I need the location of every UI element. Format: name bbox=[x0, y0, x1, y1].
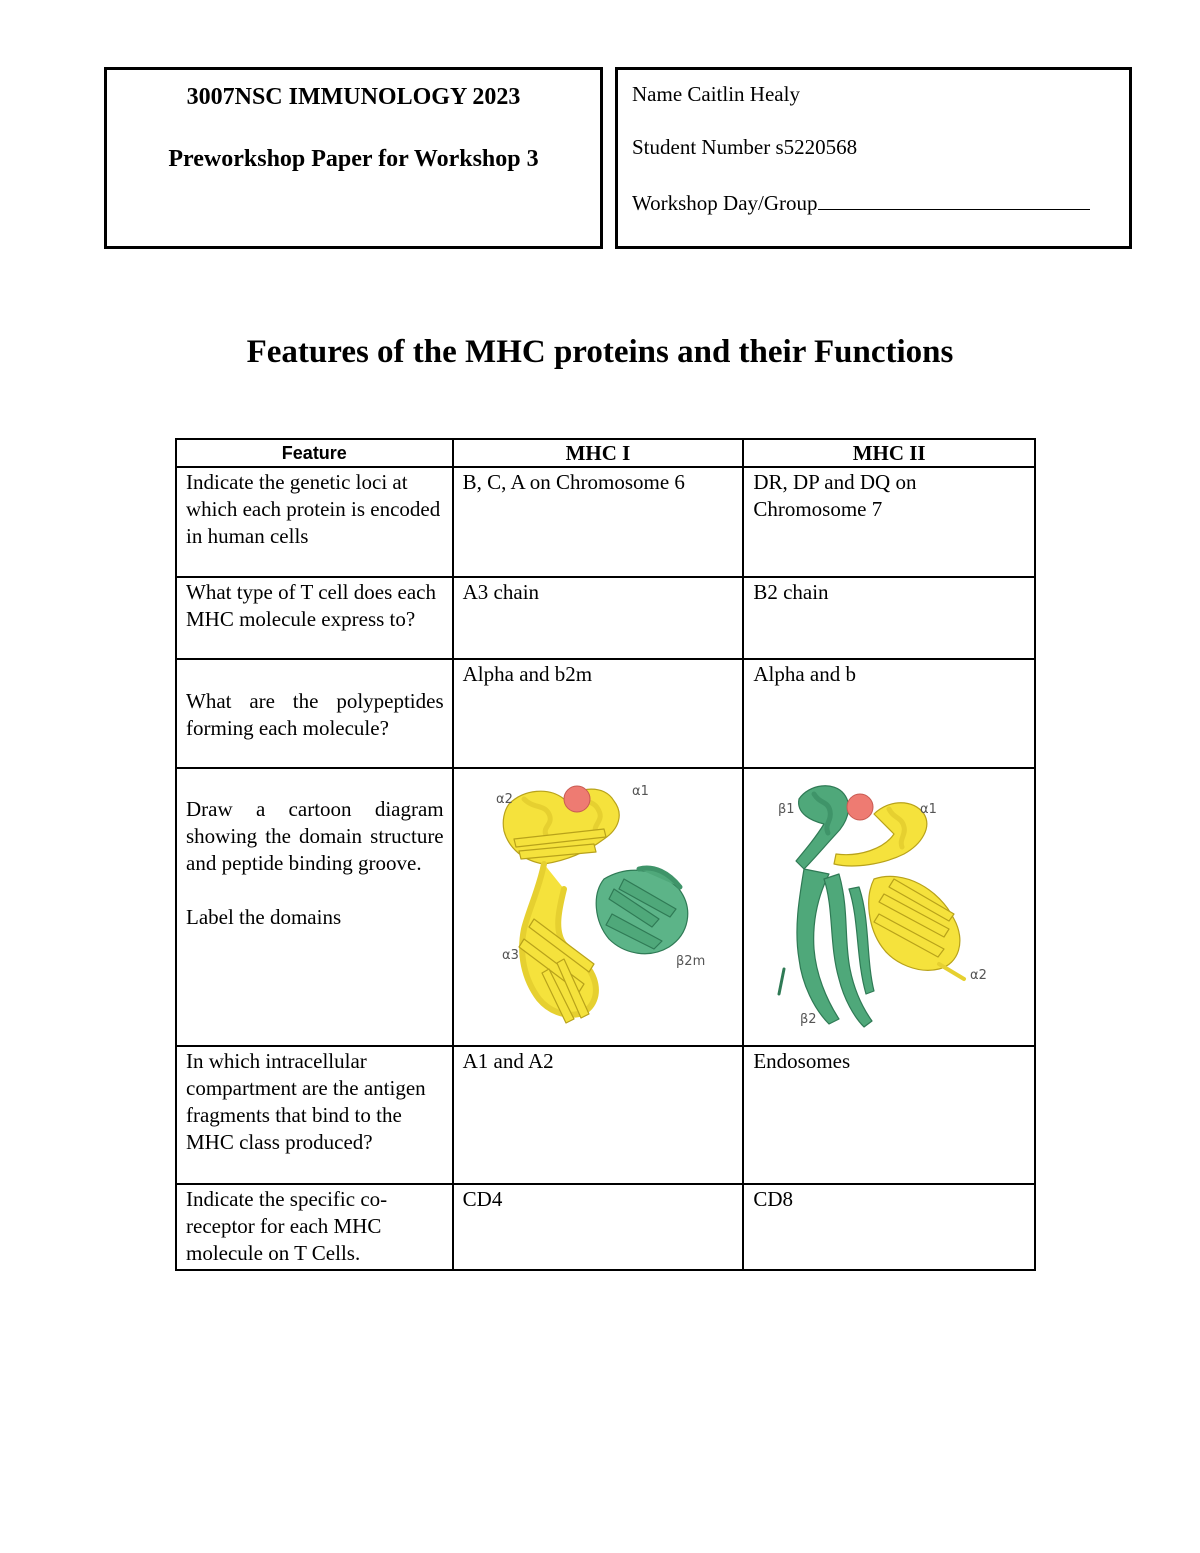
student-info-box bbox=[615, 67, 1132, 249]
mhc1-diagram-cell bbox=[453, 768, 744, 1046]
student-number: Student Number s5220568 bbox=[632, 135, 858, 159]
table-row bbox=[176, 1184, 1035, 1270]
label-beta2m: β2m bbox=[675, 954, 705, 969]
label-alpha1: α1 bbox=[920, 802, 938, 817]
mhc2-cell: B2 chain bbox=[743, 577, 1035, 659]
label-alpha1: α1 bbox=[631, 784, 649, 799]
feature-cell: In which intracellular compartment are the antigen fragments that bind to the MHC class produced? bbox=[176, 1046, 453, 1184]
mhc2-peptide bbox=[847, 794, 873, 820]
paper-title: Preworkshop Paper for Workshop 3 bbox=[168, 146, 539, 172]
mhc2-structure-image bbox=[744, 769, 1033, 1045]
mhc2-beta-chain bbox=[779, 786, 874, 1027]
mhc1-structure-image bbox=[454, 769, 742, 1045]
mhc2-cell: CD8 bbox=[743, 1184, 1035, 1270]
course-info-box bbox=[104, 67, 603, 249]
table-row bbox=[176, 1046, 1035, 1184]
workshop-group-label: Workshop Day/Group bbox=[632, 191, 818, 215]
label-beta2: β2 bbox=[800, 1012, 817, 1027]
header-feature: Feature bbox=[176, 439, 453, 467]
mhc2-diagram-cell bbox=[743, 768, 1035, 1046]
workshop-group-blank bbox=[818, 189, 1090, 210]
table-header-row bbox=[176, 439, 1035, 467]
page-title: Features of the MHC proteins and their Functions bbox=[246, 334, 954, 370]
mhc1-cell: A3 chain bbox=[453, 577, 744, 659]
diagram-label-note: Label the domains bbox=[186, 905, 342, 929]
label-beta1: β1 bbox=[778, 802, 795, 817]
label-alpha2: α2 bbox=[495, 792, 513, 807]
mhc-features-table bbox=[175, 438, 1036, 1271]
mhc1-cell: CD4 bbox=[453, 1184, 744, 1270]
mhc1-cell: Alpha and b2m bbox=[453, 659, 744, 768]
feature-cell: What type of T cell does each MHC molecule express to? bbox=[176, 577, 453, 659]
mhc1-cell: A1 and A2 bbox=[453, 1046, 744, 1184]
table-row bbox=[176, 467, 1035, 577]
table-row bbox=[176, 577, 1035, 659]
mhc1-cell: B, C, A on Chromosome 6 bbox=[453, 467, 744, 577]
course-title: 3007NSC IMMUNOLOGY 2023 bbox=[186, 84, 521, 110]
mhc1-beta2m-domain bbox=[596, 868, 688, 954]
table-row bbox=[176, 659, 1035, 768]
label-alpha2: α2 bbox=[970, 968, 988, 983]
workshop-group-field bbox=[632, 189, 1090, 216]
feature-cell: Indicate the genetic loci at which each protein is encoded in human cells bbox=[176, 467, 453, 577]
mhc1-peptide bbox=[564, 786, 590, 812]
header-mhc2: MHC II bbox=[743, 439, 1035, 467]
diagram-instruction: Draw a cartoon diagram showing the domain structure and peptide binding groove. bbox=[186, 797, 444, 875]
feature-cell: Indicate the specific co-receptor for each MHC molecule on T Cells. bbox=[176, 1184, 453, 1270]
header-mhc1: MHC I bbox=[453, 439, 744, 467]
mhc2-cell: DR, DP and DQ on Chromosome 7 bbox=[743, 467, 1035, 577]
feature-cell: What are the polypeptides forming each molecule? bbox=[176, 659, 453, 768]
mhc2-cell: Endosomes bbox=[743, 1046, 1035, 1184]
mhc2-cell: Alpha and b bbox=[743, 659, 1035, 768]
label-alpha3: α3 bbox=[501, 948, 519, 963]
student-name: Name Caitlin Healy bbox=[632, 82, 800, 106]
feature-cell bbox=[176, 768, 453, 1046]
table-row-diagrams bbox=[176, 768, 1035, 1046]
